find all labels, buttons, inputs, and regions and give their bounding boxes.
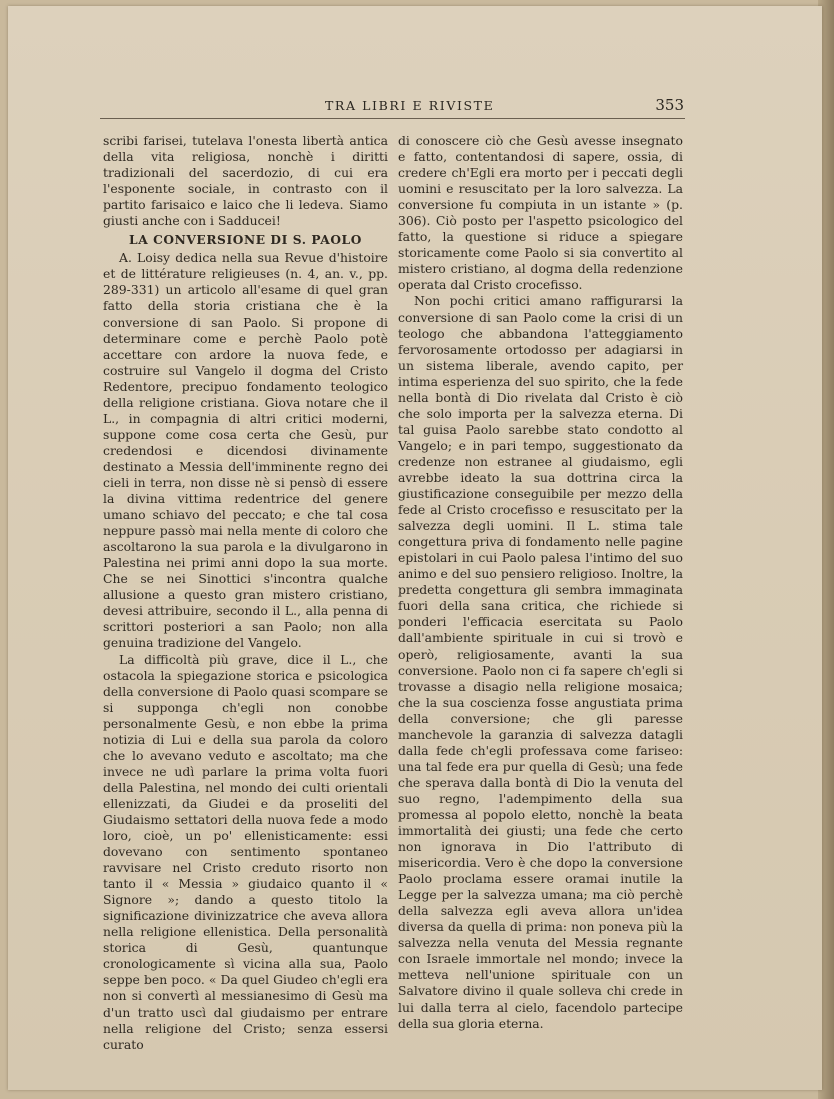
running-head: TRA LIBRI E RIVISTE	[325, 98, 495, 113]
page-header	[100, 97, 688, 119]
paragraph: A. Loisy dedica nella sua Revue d'histoire et de littérature religieuses (n. 4, an. v., pp. 289-331) un articolo all'esame di quel gran fatto della storia cristiana che è la conversione di san Paolo. Si propone di determinare come e perchè Paolo potè accettare con ardore la nuova fede, e costruire sul Vangelo il dogma del Cristo Redentore, precipuo fondamento teologico della religione cristiana. Giova notare che il L., in compagnia di altri critici moderni, suppone come cosa certa che Gesù, pur credendosi e dicendosi divinamente destinato a Messia dell'imminente regno dei cieli in terra, non disse nè si pensò di essere la divina vittima redentrice del genere umano schiavo del peccato; e che tal cosa neppure passò mai nella mente di coloro che ascoltarono la sua parola e la divulgarono in Palestina nei primi anni dopo la sua morte. Che se nei Sinottici s'incontra qualche allusione a questo gran mistero cristiano, devesi attribuire, secondo il L., alla penna di scrittori posteriori a san Paolo; non alla genuina tradizione del Vangelo.	[103, 250, 388, 651]
left-column	[103, 133, 388, 1053]
right-column	[398, 133, 683, 1032]
page-number: 353	[655, 96, 684, 114]
header-rule	[100, 118, 685, 119]
paragraph: La difficoltà più grave, dice il L., che ostacola la spiegazione storica e psicologica della conversione di Paolo quasi scompare se si supponga ch'egli non conobbe personalmente Gesù, e non ebbe la prima notizia di Lui e della sua parola da coloro che lo avevano veduto e ascoltato; ma che invece ne udì parlare la prima volta fuori della Palestina, nel mondo dei culti orientali ellenizzati, da Giudei e da proseliti del Giudaismo settatori della nuova fede a modo loro, cioè, un po' ellenisticamente: essi dovevano con sentimento spontaneo ravvisare nel Cristo creduto risorto non tanto il « Messia » giudaico quanto il « Signore »; dando a questo titolo la significazione divinizzatrice che aveva allora nella religione ellenistica. Della personalità storica di Gesù, quantunque cronologicamente sì vicina alla sua, Paolo seppe ben poco. « Da quel Giudeo ch'egli era non si convertì al messianesimo di Gesù ma d'un tratto uscì dal giudaismo per entrare nella religione del Cristo; senza essersi curato	[103, 651, 388, 1052]
paragraph: Non pochi critici amano raffigurarsi la conversione di san Paolo come la crisi di un teologo che abbandona l'atteggiamento fervorosamente ortodosso per adagiarsi in un sistema liberale, avendo capito, per intima esperienza del suo spirito, che la fede nella bontà di Dio rivelata dal Cristo è ciò che solo importa per la salvezza eterna. Di tal guisa Paolo sarebbe stato condotto al Vangelo; e in pari tempo, suggestionato da credenze non estranee al giudaismo, egli avrebbe ideato la sua dottrina circa la giustificazione conseguibile per mezzo della fede al Cristo crocefisso e resuscitato per la salvezza degli uomini. Il L. stima tale congettura priva di fondamento nelle pagine epistolari in cui Paolo palesa l'intimo del suo animo e del suo pensiero religioso. Inoltre, la predetta congettura gli sembra immaginata fuori della sana critica, che richiede si ponderi l'efficacia esercitata su Paolo dall'ambiente spirituale in cui si trovò e operò, religiosamente, avanti la sua conversione. Paolo non ci fa sapere ch'egli si trovasse a disagio nella religione mosaica; che la sua coscienza fosse angustiata prima della conversione; che gli paresse manchevole la garanzia di salvezza datagli dalla fede ch'egli professava come fariseo: una tal fede era pur quella di Gesù; una fede che sperava dalla bontà di Dio la venuta del suo regno, l'adempimento della sua promessa al popolo eletto, nonchè la beata immortalità dei giusti; una fede che certo non ignorava in Dio l'attributo di misericordia. Vero è che dopo la conversione Paolo proclama essere oramai inutile la Legge per la salvezza umana; ma ciò perchè della salvezza egli aveva allora un'idea diversa da quella di prima: non poneva più la salvezza nella venuta del Messia regnante con Israele immortale nel mondo; invece la metteva nell'unione spirituale con un Salvatore divino il quale solleva chi crede in lui dalla terra al cielo, facendolo partecipe della sua gloria eterna.	[398, 293, 683, 1031]
paragraph: scribi farisei, tutelava l'onesta libertà antica della vita religiosa, nonchè i diritti tradizionali del sacerdozio, di cui era l'esponente sociale, in contrasto con il partito farisaico e laico che li ledeva. Siamo giusti anche con i Sadducei!	[103, 133, 388, 229]
paragraph: di conoscere ciò che Gesù avesse insegnato e fatto, contentandosi di sapere, ossia, di credere ch'Egli era morto per i peccati degli uomini e resuscitato per la loro salvezza. La conversione fu compiuta in un istante » (p. 306). Ciò posto per l'aspetto psicologico del fatto, la questione si riduce a spiegare storicamente come Paolo si sia convertito al mistero cristiano, al dogma della redenzione operata dal Cristo crocefisso.	[398, 133, 683, 293]
section-title: LA CONVERSIONE DI S. PAOLO	[129, 233, 362, 248]
